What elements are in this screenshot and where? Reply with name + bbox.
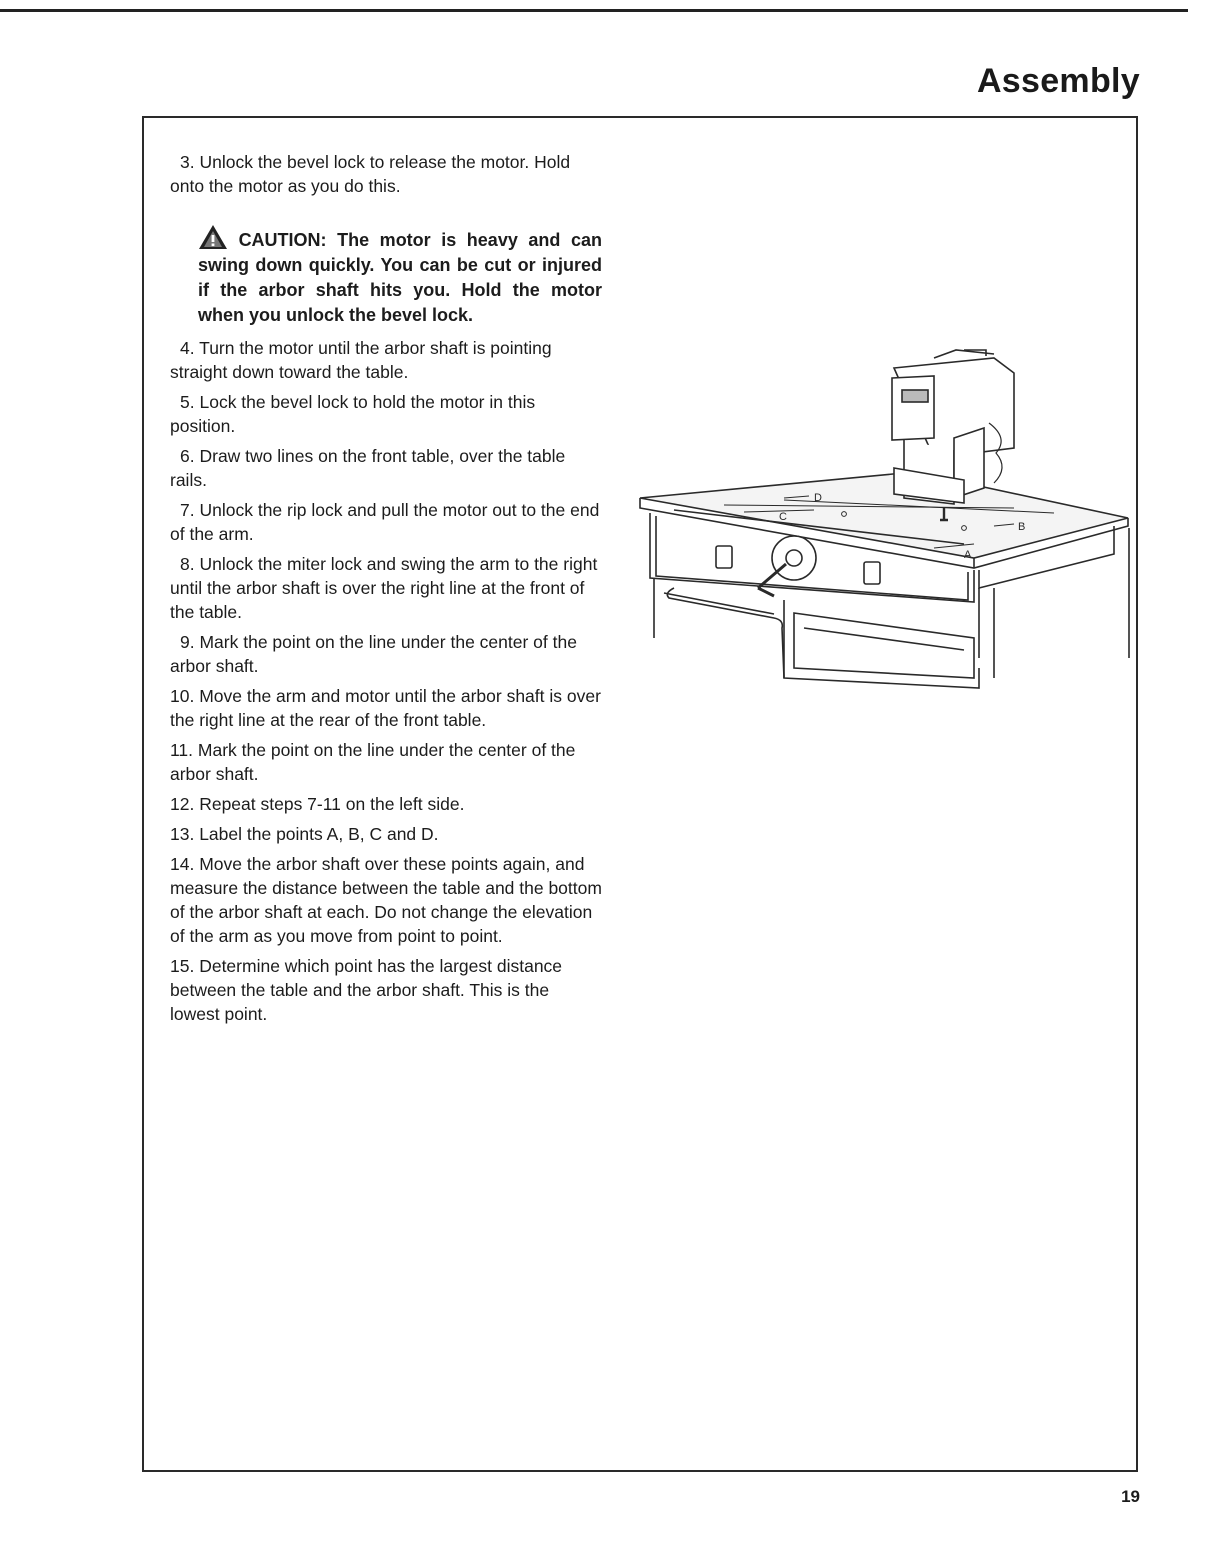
right-lock-knob xyxy=(864,562,880,584)
caution-box xyxy=(198,224,602,328)
step-9: 9. Mark the point on the line under the center of the arbor shaft. xyxy=(170,632,577,676)
step-14: 14. Move the arbor shaft over these points again, and measure the distance between the table and the bottom of the arbor shaft at each. Do not change the elevation of the arm as you move from point to point. xyxy=(170,854,602,946)
warning-triangle-icon xyxy=(198,224,228,250)
step-12: 12. Repeat steps 7-11 on the left side. xyxy=(170,794,465,814)
crank-handle xyxy=(758,564,786,596)
step-11: 11. Mark the point on the line under the center of the arbor shaft. xyxy=(170,740,576,784)
page-number: 19 xyxy=(1121,1487,1140,1506)
point-label-d: D xyxy=(814,492,822,504)
step-5: 5. Lock the bevel lock to hold the motor in this position. xyxy=(170,392,536,436)
point-label-a: A xyxy=(964,549,972,561)
step-7: 7. Unlock the rip lock and pull the motor out to the end of the arm. xyxy=(170,500,600,544)
point-label-c: C xyxy=(779,511,787,523)
step-10: 10. Move the arm and motor until the arbor shaft is over the right line at the rear of the front table. xyxy=(170,686,601,730)
left-lock-knob xyxy=(716,546,732,568)
caution-text: The motor is heavy and can swing down quickly. You can be cut or injured if the arbor shaft hits you. Hold the motor when you unlock the bevel lock. xyxy=(198,230,602,325)
point-label-b: B xyxy=(1018,521,1026,533)
top-rule xyxy=(0,9,1188,12)
radial-arm-saw-illustration xyxy=(634,258,1134,698)
step-8: 8. Unlock the miter lock and swing the arm to the right until the arbor shaft is over the right line at the front of the table. xyxy=(170,554,598,622)
table-top xyxy=(640,472,1128,602)
step-3: 3. Unlock the bevel lock to release the motor. Hold onto the motor as you do this. xyxy=(170,152,571,196)
step-4: 4. Turn the motor until the arbor shaft is pointing straight down toward the table. xyxy=(170,338,552,382)
step-13: 13. Label the points A, B, C and D. xyxy=(170,824,439,844)
instructions-column xyxy=(170,150,602,1032)
content-frame xyxy=(142,116,1138,1472)
elevation-crank-dial xyxy=(772,536,816,580)
caution-label: CAUTION: xyxy=(238,230,327,250)
step-15: 15. Determine which point has the largest distance between the table and the arbor shaft. This is the lowest point. xyxy=(170,956,563,1024)
section-title: Assembly xyxy=(976,62,1140,100)
step-6: 6. Draw two lines on the front table, over the table rails. xyxy=(170,446,566,490)
